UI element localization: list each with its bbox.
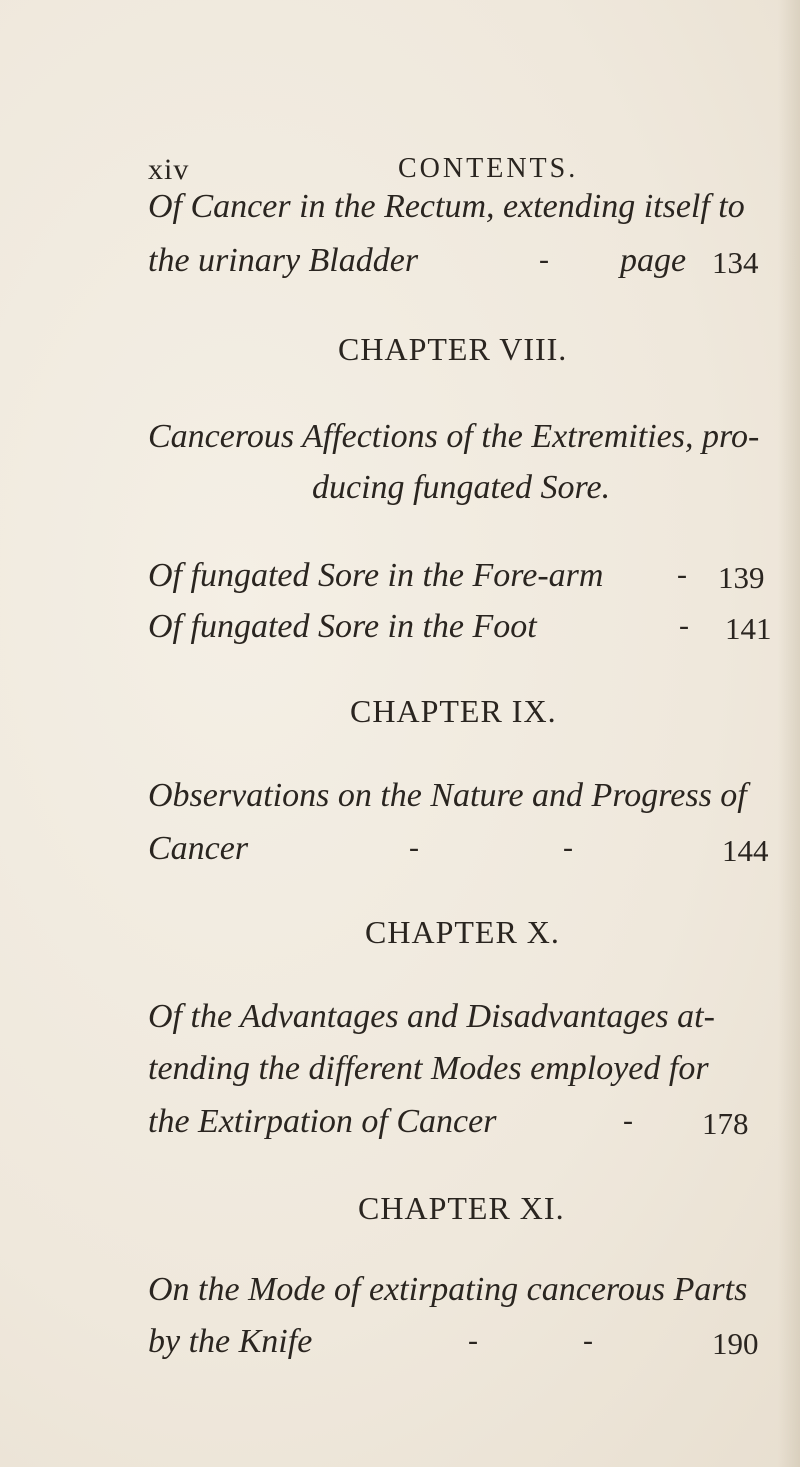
chapter-heading: CHAPTER X. [365,914,560,950]
leader-dash: - [623,1104,633,1137]
entry-page-number: 134 [712,245,759,280]
leader-dash: - [563,831,573,864]
chapter-title-line: tending the different Modes employed for [148,1050,709,1087]
chapter-heading: CHAPTER XI. [358,1190,565,1226]
toc-entry-text: Of fungated Sore in the Foot [148,608,537,645]
chapter-title-line: Cancerous Affections of the Extremities, pro- [148,418,760,455]
leader-dash: - [409,831,419,864]
chapter-heading: CHAPTER VIII. [338,331,568,367]
entry-page-number: 141 [725,611,772,646]
leader-dash: - [539,243,549,276]
chapter-title-line: Cancer [148,830,249,867]
entry-line: the urinary Bladder [148,242,419,279]
toc-entry-text: Of fungated Sore in the Fore-arm [148,557,604,594]
leader-dash: - [679,609,689,642]
leader-dash: - [677,558,687,591]
chapter-title-line: On the Mode of extirpating cancerous Parts [148,1271,748,1308]
page-edge-shadow [778,0,800,1467]
leader-dash: - [468,1324,478,1357]
running-title: CONTENTS. [398,153,579,184]
chapter-title-line: ducing fungated Sore. [312,469,611,506]
chapter-title-line: Of the Advantages and Disadvantages at- [148,998,715,1035]
entry-page-number: 178 [702,1106,749,1141]
entry-page-number: 190 [712,1326,759,1361]
entry-line: Of Cancer in the Rectum, extending itself to [148,188,745,225]
chapter-heading: CHAPTER IX. [350,693,557,729]
chapter-title-line: the Extirpation of Cancer [148,1103,497,1140]
entry-page-number: 139 [718,560,765,595]
page-number: xiv [148,153,190,186]
chapter-title-line: by the Knife [148,1323,313,1360]
entry-page-number: 144 [722,833,769,868]
chapter-title-line: Observations on the Nature and Progress of [148,777,747,814]
page-label: page [620,242,687,279]
leader-dash: - [583,1324,593,1357]
